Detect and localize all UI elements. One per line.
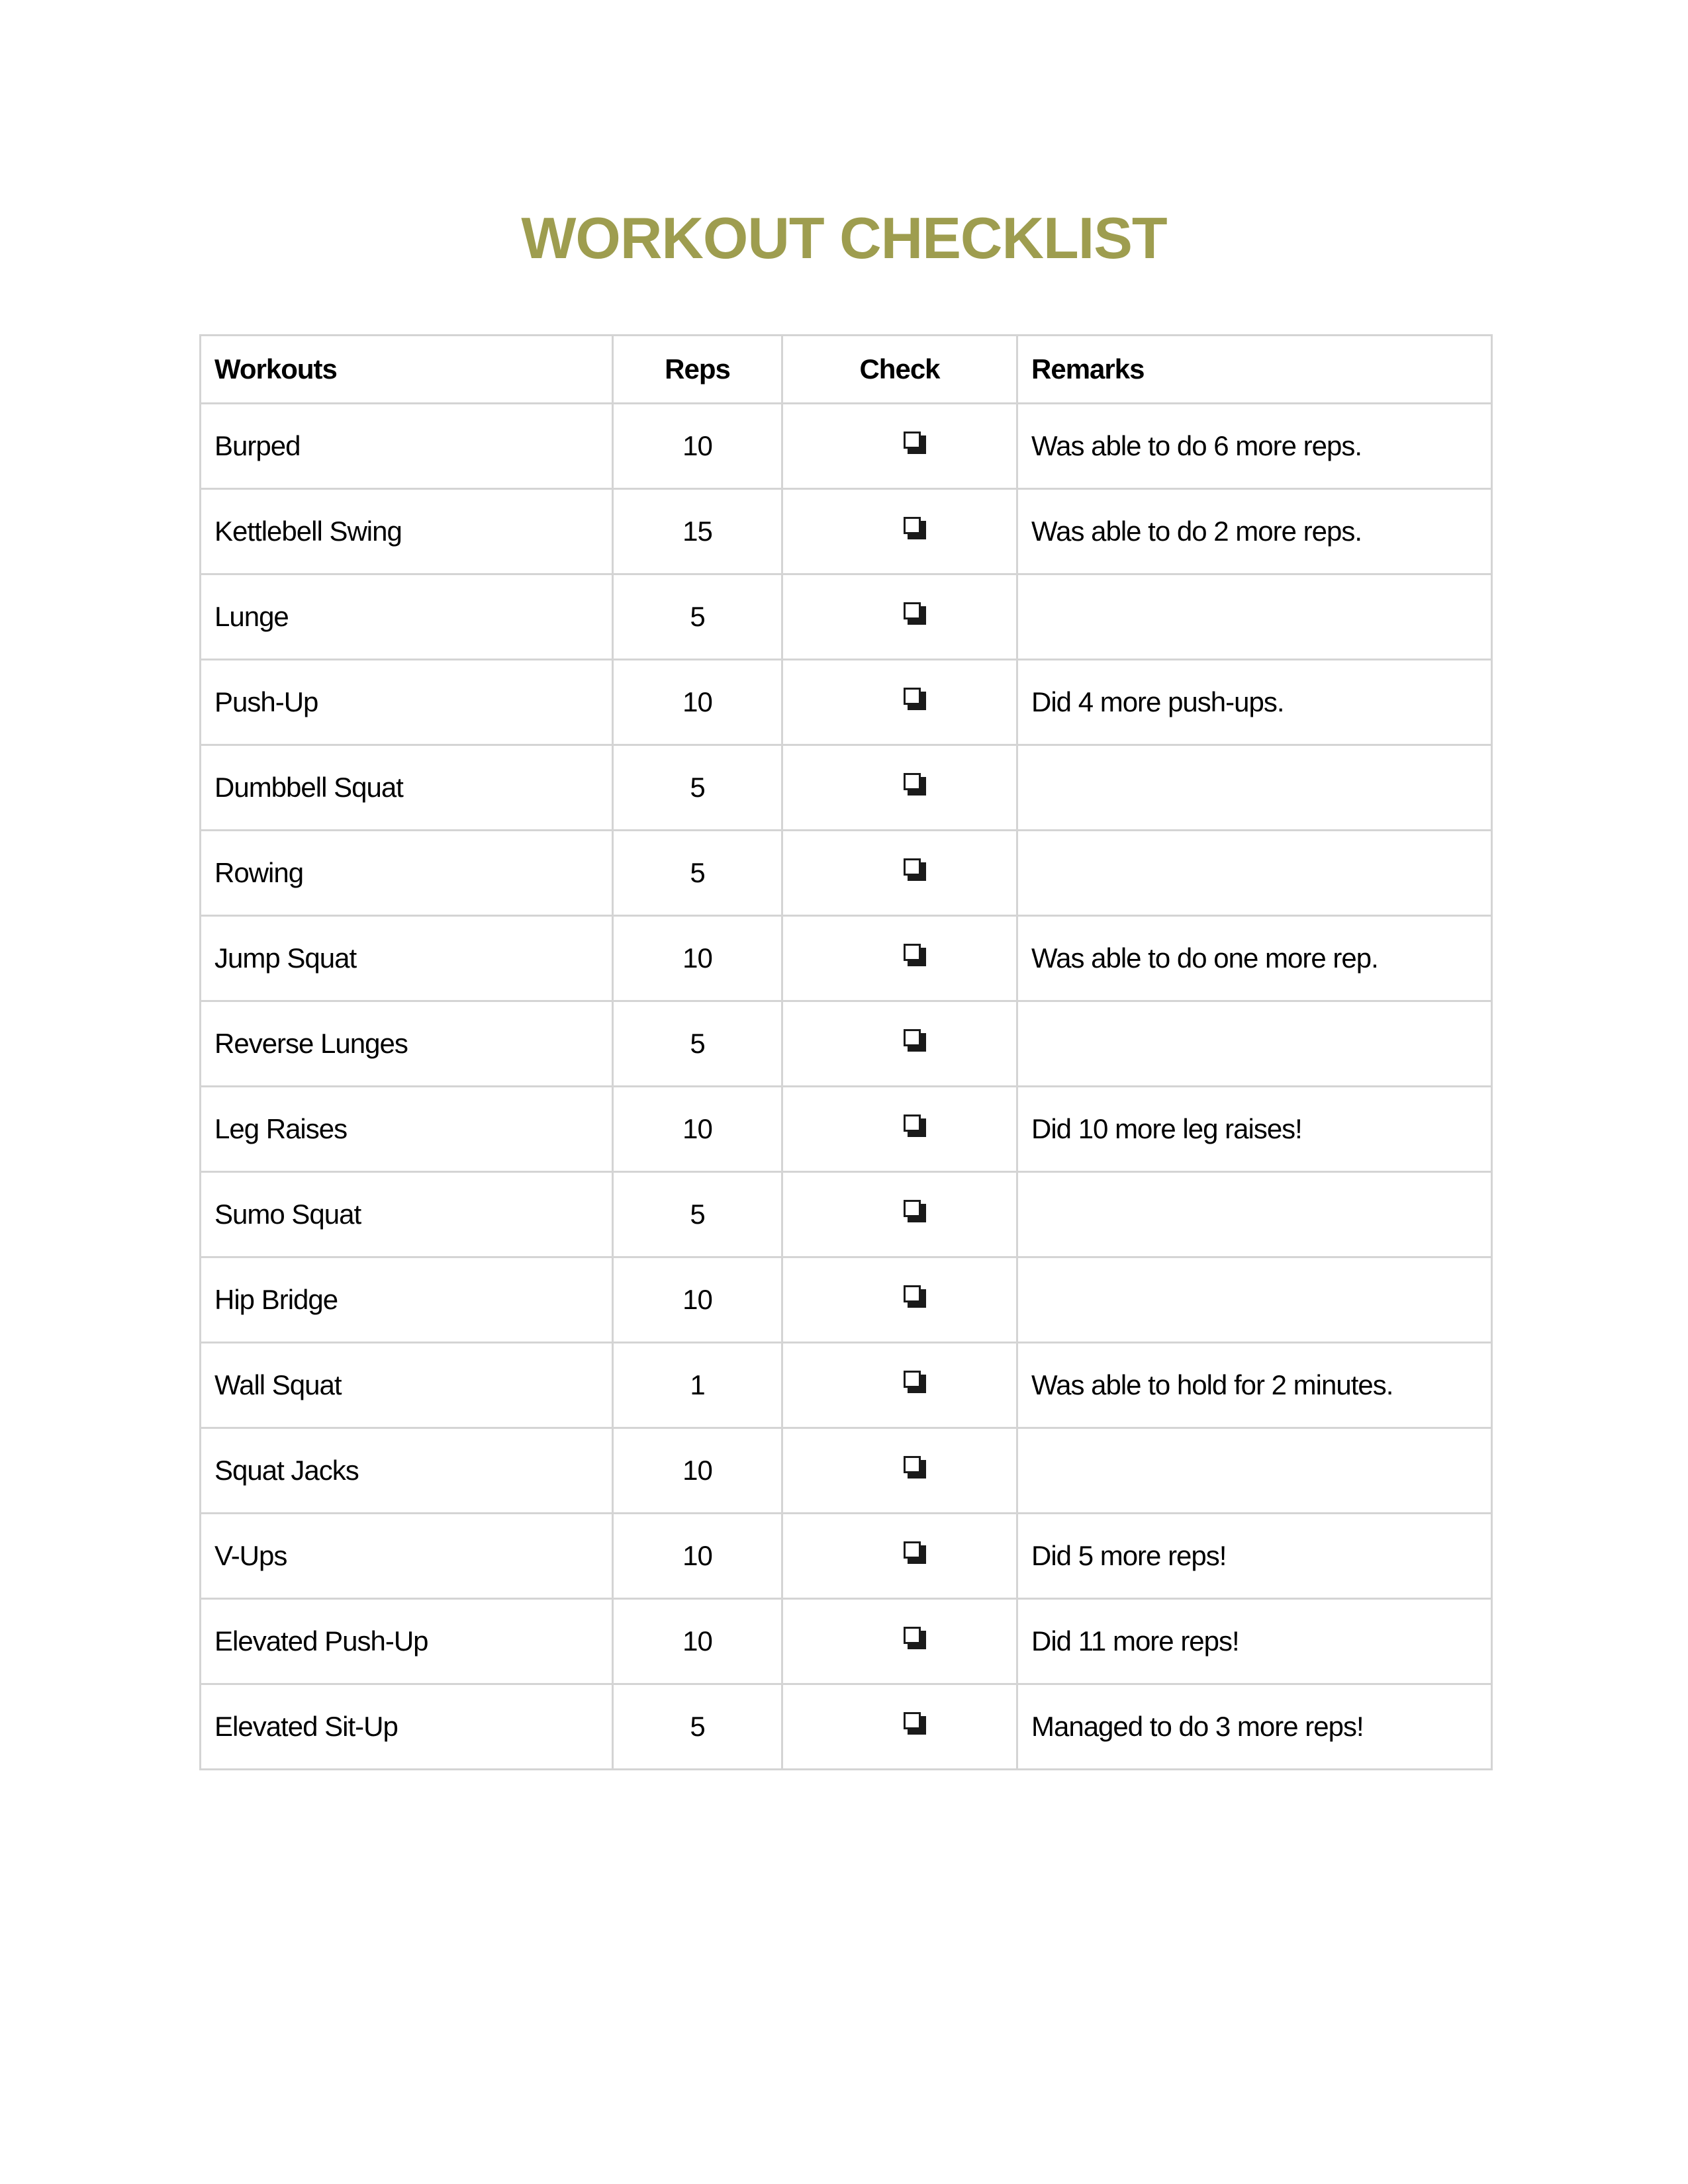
checkbox-box (904, 858, 921, 876)
check-cell (782, 745, 1017, 831)
reps-value: 5 (613, 1172, 782, 1257)
remarks-text (1017, 745, 1492, 831)
workout-name: Squat Jacks (201, 1428, 613, 1514)
checkbox-icon[interactable] (904, 1712, 926, 1735)
reps-value: 10 (613, 1428, 782, 1514)
table-row (201, 1257, 1492, 1343)
checkbox-icon[interactable] (904, 517, 926, 539)
check-cell (782, 1087, 1017, 1172)
check-cell (782, 916, 1017, 1001)
checkbox-box (904, 1285, 921, 1302)
table-row (201, 1001, 1492, 1087)
check-cell (782, 660, 1017, 745)
checkbox-box (904, 1115, 921, 1132)
workout-name: Kettlebell Swing (201, 489, 613, 574)
checkbox-icon[interactable] (904, 1371, 926, 1393)
checkbox-box (904, 1712, 921, 1729)
table-body (201, 404, 1492, 1770)
checkbox-icon[interactable] (904, 602, 926, 625)
workout-name: Hip Bridge (201, 1257, 613, 1343)
checkbox-icon[interactable] (904, 1627, 926, 1649)
checkbox-box (904, 517, 921, 534)
checkbox-icon[interactable] (904, 1541, 926, 1564)
checkbox-box (904, 944, 921, 961)
reps-value: 10 (613, 1257, 782, 1343)
checkbox-icon[interactable] (904, 432, 926, 454)
remarks-text: Managed to do 3 more reps! (1017, 1684, 1492, 1770)
reps-value: 5 (613, 574, 782, 660)
workout-name: Sumo Squat (201, 1172, 613, 1257)
reps-value: 10 (613, 404, 782, 489)
table-row (201, 1428, 1492, 1514)
workout-name: Reverse Lunges (201, 1001, 613, 1087)
check-cell (782, 489, 1017, 574)
reps-value: 10 (613, 916, 782, 1001)
reps-value: 5 (613, 1001, 782, 1087)
check-cell (782, 831, 1017, 916)
remarks-text: Was able to do 6 more reps. (1017, 404, 1492, 489)
table-row (201, 404, 1492, 489)
header-check: Check (782, 336, 1017, 404)
remarks-text: Did 10 more leg raises! (1017, 1087, 1492, 1172)
checkbox-icon[interactable] (904, 688, 926, 710)
remarks-text (1017, 831, 1492, 916)
table-row (201, 489, 1492, 574)
checkbox-icon[interactable] (904, 1456, 926, 1479)
check-cell (782, 1343, 1017, 1428)
reps-value: 1 (613, 1343, 782, 1428)
workout-name: Rowing (201, 831, 613, 916)
checkbox-icon[interactable] (904, 858, 926, 881)
checkbox-box (904, 1371, 921, 1388)
check-cell (782, 1001, 1017, 1087)
workout-name: Wall Squat (201, 1343, 613, 1428)
checkbox-box (904, 1456, 921, 1473)
remarks-text (1017, 1172, 1492, 1257)
table-row (201, 1172, 1492, 1257)
table-row (201, 1684, 1492, 1770)
checkbox-box (904, 1627, 921, 1644)
table-row (201, 1599, 1492, 1684)
remarks-text: Did 5 more reps! (1017, 1514, 1492, 1599)
check-cell (782, 1257, 1017, 1343)
header-remarks: Remarks (1017, 336, 1492, 404)
remarks-text: Did 4 more push-ups. (1017, 660, 1492, 745)
table-row (201, 1087, 1492, 1172)
reps-value: 10 (613, 1599, 782, 1684)
remarks-text (1017, 1428, 1492, 1514)
page-title: WORKOUT CHECKLIST (521, 205, 1167, 271)
workout-name: Elevated Push-Up (201, 1599, 613, 1684)
checkbox-icon[interactable] (904, 944, 926, 966)
remarks-text (1017, 574, 1492, 660)
remarks-text: Was able to do one more rep. (1017, 916, 1492, 1001)
remarks-text (1017, 1257, 1492, 1343)
table-row (201, 1514, 1492, 1599)
header-workouts: Workouts (201, 336, 613, 404)
check-cell (782, 1599, 1017, 1684)
check-cell (782, 574, 1017, 660)
checkbox-box (904, 688, 921, 705)
checkbox-icon[interactable] (904, 1115, 926, 1137)
checkbox-icon[interactable] (904, 1029, 926, 1052)
checkbox-box (904, 1200, 921, 1217)
reps-value: 5 (613, 831, 782, 916)
checkbox-box (904, 432, 921, 449)
workout-table (199, 334, 1493, 1770)
reps-value: 15 (613, 489, 782, 574)
remarks-text: Was able to do 2 more reps. (1017, 489, 1492, 574)
remarks-text: Was able to hold for 2 minutes. (1017, 1343, 1492, 1428)
table-row (201, 916, 1492, 1001)
check-cell (782, 1514, 1017, 1599)
reps-value: 10 (613, 1514, 782, 1599)
reps-value: 10 (613, 660, 782, 745)
workout-name: V-Ups (201, 1514, 613, 1599)
remarks-text: Did 11 more reps! (1017, 1599, 1492, 1684)
reps-value: 5 (613, 745, 782, 831)
table-row (201, 660, 1492, 745)
check-cell (782, 404, 1017, 489)
check-cell (782, 1684, 1017, 1770)
checkbox-box (904, 1541, 921, 1559)
table-row (201, 1343, 1492, 1428)
table-header-row (201, 336, 1492, 404)
table-row (201, 831, 1492, 916)
checkbox-box (904, 602, 921, 619)
checkbox-icon[interactable] (904, 1200, 926, 1222)
workout-name: Burped (201, 404, 613, 489)
reps-value: 5 (613, 1684, 782, 1770)
check-cell (782, 1428, 1017, 1514)
checkbox-icon[interactable] (904, 1285, 926, 1308)
workout-name: Dumbbell Squat (201, 745, 613, 831)
reps-value: 10 (613, 1087, 782, 1172)
workout-name: Elevated Sit-Up (201, 1684, 613, 1770)
remarks-text (1017, 1001, 1492, 1087)
checkbox-icon[interactable] (904, 773, 926, 796)
workout-name: Push-Up (201, 660, 613, 745)
workout-name: Lunge (201, 574, 613, 660)
checkbox-box (904, 773, 921, 790)
table-row (201, 574, 1492, 660)
table-row (201, 745, 1492, 831)
workout-name: Jump Squat (201, 916, 613, 1001)
workout-name: Leg Raises (201, 1087, 613, 1172)
checkbox-box (904, 1029, 921, 1046)
check-cell (782, 1172, 1017, 1257)
header-reps: Reps (613, 336, 782, 404)
